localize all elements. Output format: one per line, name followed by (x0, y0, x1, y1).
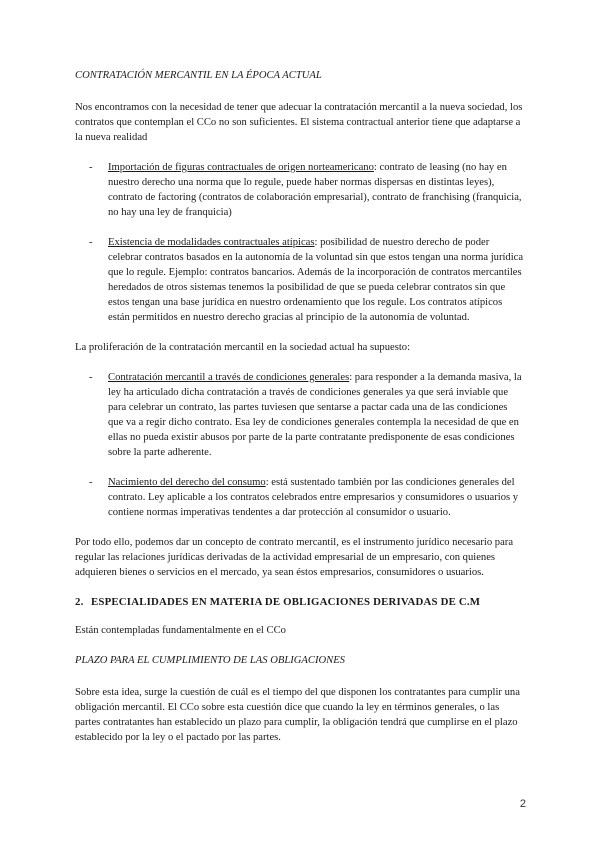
dash-bullet: - (89, 477, 93, 488)
list-proliferacion (75, 370, 525, 520)
list-item-body: : contrato de leasing (no hay en nuestro derecho una norma que lo regule, puede haber normas dispersas en distintas leyes), contrato de factoring (contratos de colaboración empresarial), contrato de franchising (franquicia, no hay una ley de franquicia) (108, 162, 522, 218)
list-item-title: Importación de figuras contractuales de origen norteamericano (108, 162, 374, 173)
list-item-body: : está sustentado también por las condiciones generales del contrato. Ley aplicable a los contratos celebrados entre empresarios y consumidores o usuarios y contiene normas imperativas tendentes a dar protección al consumidor o usuario. (108, 477, 519, 518)
proliferacion-paragraph: La proliferación de la contratación mercantil en la sociedad actual ha supuesto: (75, 342, 411, 353)
dash-bullet: - (89, 372, 93, 383)
list-item-body: : posibilidad de nuestro derecho de poder celebrar contratos basados en la autonomía de la voluntad sin que estos tengan una norma jurídica que lo regule. Ejemplo: contratos bancarios. Además de la incorporación de contratos mercantiles heredados de otros sistemas tenemos la posibilidad de que se pueda celebrar contratos sin que estos tengan una base jurídica en nuestro ordenamiento que los regule. Los contratos atípicos están permitidos en nuestro derecho gracias al principio de la autonomía de voluntad. (108, 237, 524, 323)
list-item-body: : para responder a la demanda masiva, la ley ha articulado dicha contratación a través de condiciones generales ya que será inviable que para celebrar un contrato, las partes tuviesen que sentarse a pactar cada una de las condiciones que va a regir dicho contrato. Esa ley de condiciones generales contempla la necesidad de que en ellas no pueda existir abusos por parte de la parte contratante predisponente de esas condiciones sobre la parte adherente. (108, 372, 522, 458)
section-title: ESPECIALIDADES EN MATERIA DE OBLIGACIONES DERIVADAS DE C.M (91, 596, 481, 608)
list-item (89, 235, 525, 325)
list-nuevas-figuras (75, 160, 525, 325)
contempladas-paragraph: Están contempladas fundamentalmente en el CCo (75, 625, 286, 636)
list-item (89, 160, 525, 220)
heading-plazo-cumplimiento: PLAZO PARA EL CUMPLIMIENTO DE LAS OBLIGACIONES (75, 655, 345, 666)
dash-bullet: - (89, 237, 93, 248)
plazo-paragraph: Sobre esta idea, surge la cuestión de cuál es el tiempo del que disponen los contratantes para cumplir una obligación mercantil. El CCo sobre esta cuestión dice que cuando la ley en términos generales, o las partes contratantes han establecido un plazo para cumplir, la obligación tendrá que cumplirse en el plazo establecido por la ley o el pactado por las partes. (75, 687, 520, 743)
dash-bullet: - (89, 162, 93, 173)
section-heading-especialidades (75, 595, 525, 610)
page-number: 2 (519, 798, 526, 810)
list-item (89, 370, 525, 460)
list-item-title: Nacimiento del derecho del consumo (108, 477, 266, 488)
list-item-title: Existencia de modalidades contractuales atípicas (108, 237, 315, 248)
section-number: 2. (75, 596, 84, 608)
heading-contratacion-mercantil: CONTRATACIÓN MERCANTIL EN LA ÉPOCA ACTUAL (75, 70, 322, 81)
intro-paragraph: Nos encontramos con la necesidad de tener que adecuar la contratación mercantil a la nueva sociedad, los contratos que contemplan el CCo no son suficientes. El sistema contractual anterior tiene que adaptarse a la nueva realidad (75, 102, 523, 143)
list-item-title: Contratación mercantil a través de condiciones generales (108, 372, 350, 383)
list-item (89, 475, 525, 520)
concepto-paragraph: Por todo ello, podemos dar un concepto de contrato mercantil, es el instrumento jurídico necesario para regular las relaciones jurídicas derivadas de la actividad empresarial de un empresario, con quienes adquieren bienes o servicios en el mercado, ya sean éstos empresarios, consumidores o usuarios. (75, 537, 514, 578)
